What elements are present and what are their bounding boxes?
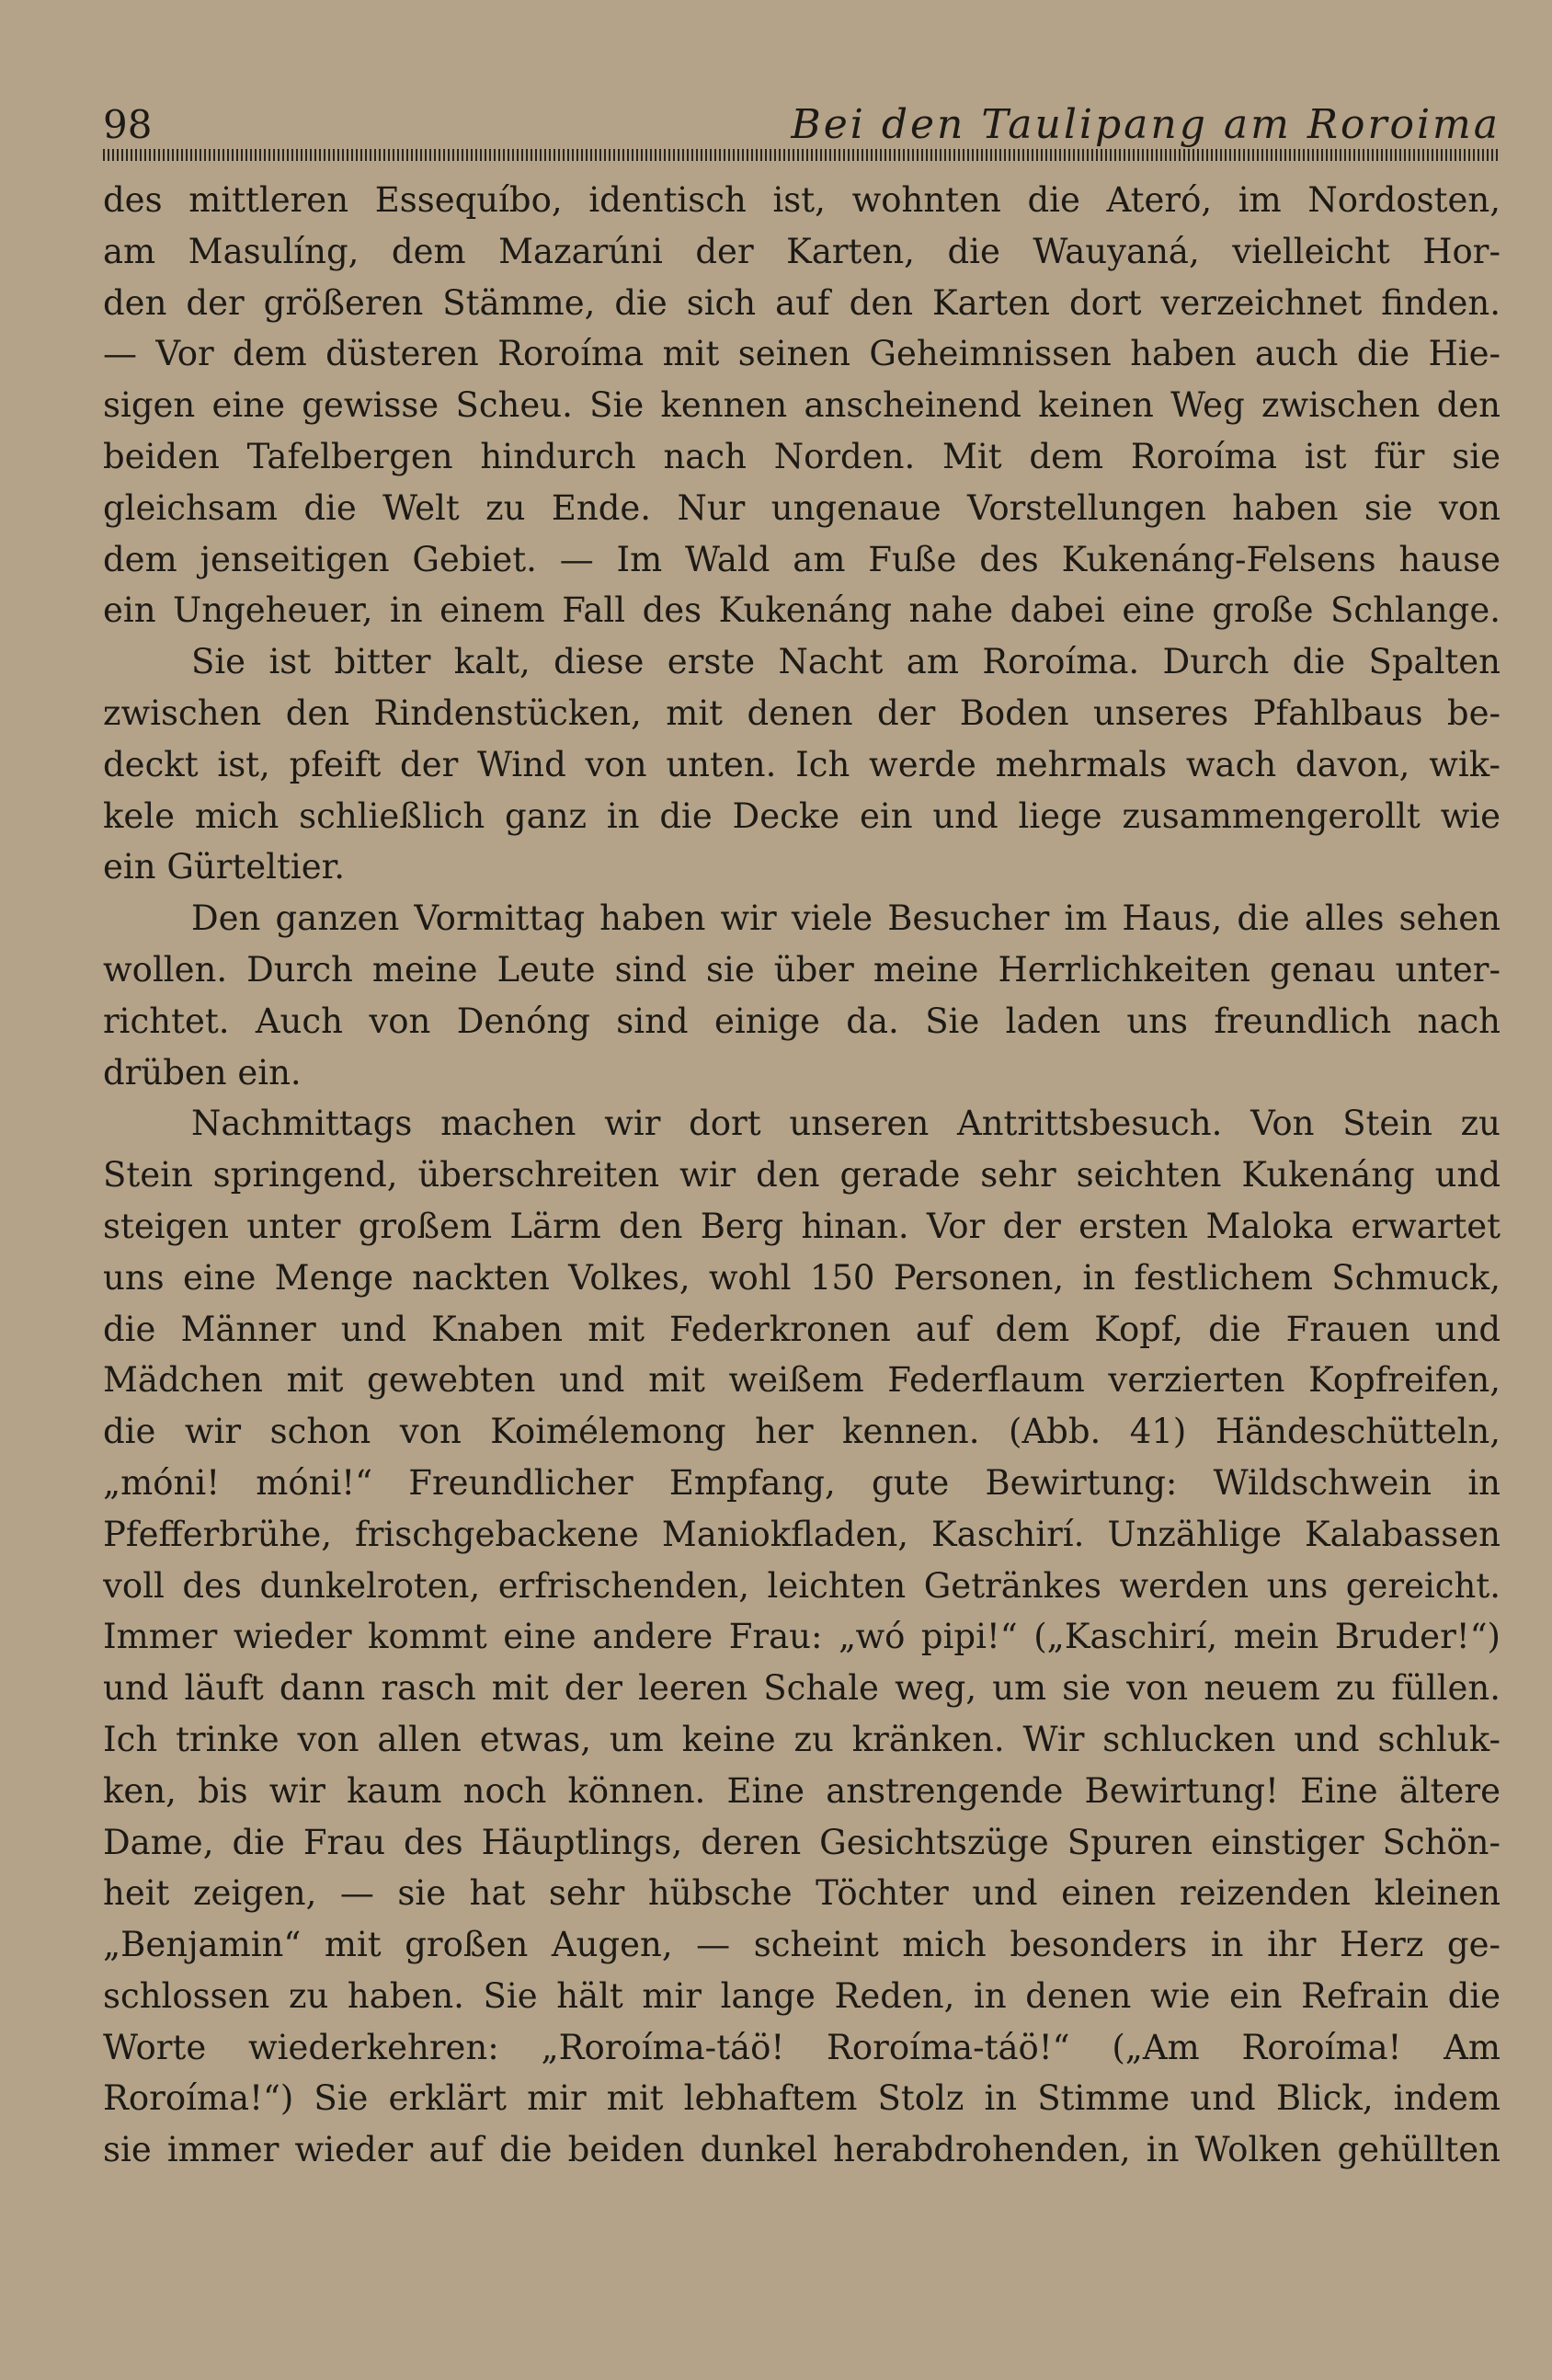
header-rule	[103, 149, 1501, 161]
text-line: sigen eine gewisse Scheu. Sie kennen anscheinend keinen Weg zwischen den	[103, 385, 1501, 426]
text-line: dem jenseitigen Gebiet. — Im Wald am Fuße des Kukenáng-Felsens hause	[103, 539, 1501, 579]
body-text	[103, 175, 1501, 2176]
text-line: kele mich schließlich ganz in die Decke ein und liege zusammengerollt wie	[103, 795, 1501, 836]
text-line: heit zeigen, — sie hat sehr hübsche Töchter und einen reizenden kleinen	[103, 1873, 1501, 1914]
text-line: Sie ist bitter kalt, diese erste Nacht am Roroíma. Durch die Spalten	[191, 642, 1501, 682]
text-line: Roroíma!“) Sie erklärt mir mit lebhaftem Stolz in Stimme und Blick, indem	[103, 2078, 1501, 2119]
text-line: ken, bis wir kaum noch können. Eine anstrengende Bewirtung! Eine ältere	[103, 1770, 1501, 1811]
text-line: schlossen zu haben. Sie hält mir lange Reden, in denen wie ein Refrain die	[103, 1975, 1501, 2016]
text-line: „móni! móni!“ Freundlicher Empfang, gute Bewirtung: Wildschwein in	[103, 1462, 1501, 1503]
text-line: richtet. Auch von Denóng sind einige da. Sie laden uns freundlich nach	[103, 1001, 1501, 1041]
text-line: steigen unter großem Lärm den Berg hinan. Vor der ersten Maloka erwartet	[103, 1206, 1501, 1246]
text-line: Worte wiederkehren: „Roroíma-táö! Roroíma-táö!“ („Am Roroíma! Am	[103, 2027, 1501, 2067]
text-line: Ich trinke von allen etwas, um keine zu kränken. Wir schlucken und schluk-	[103, 1719, 1501, 1759]
text-line: — Vor dem düsteren Roroíma mit seinen Geheimnissen haben auch die Hie-	[103, 334, 1501, 374]
text-line: beiden Tafelbergen hindurch nach Norden. Mit dem Roroíma ist für sie	[103, 436, 1501, 476]
page-header	[103, 101, 1501, 149]
text-line: wollen. Durch meine Leute sind sie über meine Herrlichkeiten genau unter-	[103, 949, 1501, 990]
text-line: drüben ein.	[103, 1052, 302, 1093]
text-line: ein Gürteltier.	[103, 847, 345, 887]
text-line: den der größeren Stämme, die sich auf den Karten dort verzeichnet finden.	[103, 282, 1501, 323]
text-line: Pfefferbrühe, frischgebackene Maniokfladen, Kaschirí. Unzählige Kalabassen	[103, 1514, 1501, 1554]
text-line: voll des dunkelroten, erfrischenden, leichten Getränkes werden uns gereicht.	[103, 1565, 1501, 1606]
text-line: sie immer wieder auf die beiden dunkel herabdrohenden, in Wolken gehüllten	[103, 2130, 1501, 2170]
text-line: Nachmittags machen wir dort unseren Antrittsbesuch. Von Stein zu	[191, 1104, 1501, 1144]
text-line: Mädchen mit gewebten und mit weißem Federflaum verzierten Kopfreifen,	[103, 1360, 1501, 1401]
text-line: gleichsam die Welt zu Ende. Nur ungenaue Vorstellungen haben sie von	[103, 487, 1501, 528]
text-line: Immer wieder kommt eine andere Frau: „wó pipi!“ („Kaschirí, mein Bruder!“)	[103, 1617, 1501, 1657]
text-line: zwischen den Rindenstücken, mit denen der Boden unseres Pfahlbaus be-	[103, 692, 1501, 733]
text-line: die wir schon von Koimélemong her kennen. (Abb. 41) Händeschütteln,	[103, 1412, 1501, 1452]
text-line: die Männer und Knaben mit Federkronen auf dem Kopf, die Frauen und	[103, 1309, 1501, 1349]
text-line: Den ganzen Vormittag haben wir viele Besucher im Haus, die alles sehen	[191, 898, 1501, 939]
text-line: „Benjamin“ mit großen Augen, — scheint mich besonders in ihr Herz ge-	[103, 1925, 1501, 1965]
text-line: des mittleren Essequíbo, identisch ist, wohnten die Ateró, im Nordosten,	[103, 180, 1501, 220]
running-head: Bei den Taulipang am Roroima	[791, 101, 1501, 148]
text-line: uns eine Menge nackten Volkes, wohl 150 Personen, in festlichem Schmuck,	[103, 1257, 1501, 1298]
text-line: am Masulíng, dem Mazarúni der Karten, die Wauyaná, vielleicht Hor-	[103, 231, 1501, 271]
text-line: Stein springend, überschreiten wir den gerade sehr seichten Kukenáng und	[103, 1155, 1501, 1196]
text-line: deckt ist, pfeift der Wind von unten. Ich werde mehrmals wach davon, wik-	[103, 744, 1501, 784]
page-number: 98	[103, 102, 153, 147]
text-line: und läuft dann rasch mit der leeren Schale weg, um sie von neuem zu füllen.	[103, 1668, 1501, 1709]
text-line: ein Ungeheuer, in einem Fall des Kukenáng nahe dabei eine große Schlange.	[103, 590, 1501, 631]
text-line: Dame, die Frau des Häuptlings, deren Gesichtszüge Spuren einstiger Schön-	[103, 1822, 1501, 1862]
